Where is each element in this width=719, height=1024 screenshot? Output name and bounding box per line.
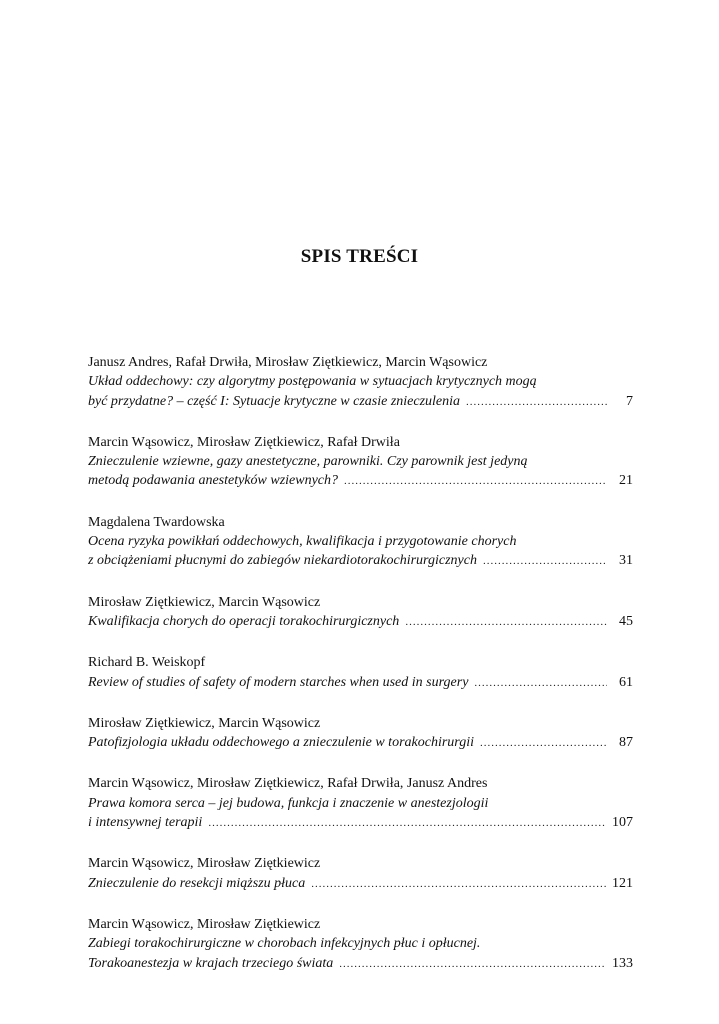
page-number: 133: [612, 955, 633, 971]
page-number: 87: [619, 735, 633, 751]
toc-entry[interactable]: [88, 593, 633, 633]
page-number: 7: [626, 393, 633, 409]
dot-leader: [474, 674, 607, 693]
dot-leader: [480, 734, 607, 753]
entry-last-line: [88, 612, 633, 632]
toc-entry[interactable]: [88, 714, 633, 754]
page-title: SPIS TREŚCI: [300, 246, 419, 267]
entry-authors: Magdalena Twardowska: [88, 514, 225, 530]
entry-authors: Marcin Wąsowicz, Mirosław Ziętkiewicz: [88, 916, 321, 932]
page-number: 45: [619, 613, 633, 629]
toc-entry[interactable]: [88, 353, 633, 412]
entry-title-line: Prawa komora serca – jej budowa, funkcja i znaczenie w anestezjologii: [88, 795, 489, 811]
entry-title-end: Torakoanestezja w krajach trzeciego świata: [88, 955, 334, 971]
entry-title-line: Układ oddechowy: czy algorytmy postępowania w sytuacjach krytycznych mogą: [88, 374, 537, 390]
entry-title-line: Znieczulenie wziewne, gazy anestetyczne, parowniki. Czy parownik jest jedyną: [88, 454, 528, 470]
page-number: 61: [619, 674, 633, 690]
entry-authors: Janusz Andres, Rafał Drwiła, Mirosław Ziętkiewicz, Marcin Wąsowicz: [88, 355, 488, 370]
entry-authors: Mirosław Ziętkiewicz, Marcin Wąsowicz: [88, 594, 321, 610]
entry-last-line: [88, 392, 633, 412]
page-number: 31: [619, 553, 633, 569]
dot-leader: [405, 613, 607, 632]
page-number: 21: [619, 473, 633, 489]
entry-last-line: [88, 733, 633, 753]
dot-leader: [483, 552, 607, 571]
entry-authors: Richard B. Weiskopf: [88, 655, 206, 671]
entry-title-end: Kwalifikacja chorych do operacji torakochirurgicznych: [88, 613, 400, 629]
entry-title-line: Zabiegi torakochirurgiczne w chorobach infekcyjnych płuc i opłucnej.: [88, 936, 481, 952]
entry-title-line: Ocena ryzyka powikłań oddechowych, kwalifikacja i przygotowanie chorych: [88, 534, 517, 550]
dot-leader: [339, 955, 606, 974]
entry-last-line: [88, 673, 633, 693]
entry-authors: Marcin Wąsowicz, Mirosław Ziętkiewicz: [88, 856, 321, 872]
page-number: 121: [612, 875, 633, 891]
dot-leader: [344, 472, 607, 491]
entry-last-line: [88, 551, 633, 571]
entry-title-end: z obciążeniami płucnymi do zabiegów niekardiotorakochirurgicznych: [88, 553, 477, 569]
entry-last-line: [88, 874, 633, 894]
entry-title-end: Znieczulenie do resekcji miąższu płuca: [88, 875, 306, 891]
toc-entry[interactable]: [88, 513, 633, 572]
entry-authors: Mirosław Ziętkiewicz, Marcin Wąsowicz: [88, 715, 321, 731]
toc-entry[interactable]: [88, 653, 633, 693]
toc-entry[interactable]: [88, 915, 633, 974]
entry-title-end: Review of studies of safety of modern starches when used in surgery: [88, 674, 469, 690]
dot-leader: [311, 875, 606, 894]
dot-leader: [466, 393, 607, 412]
entry-title-end: Patofizjologia układu oddechowego a znieczulenie w torakochirurgii: [88, 735, 474, 751]
entry-last-line: [88, 471, 633, 491]
dot-leader: [208, 814, 606, 833]
entry-authors: Marcin Wąsowicz, Mirosław Ziętkiewicz, Rafał Drwiła, Janusz Andres: [88, 776, 488, 792]
entry-title-end: być przydatne? – część I: Sytuacje krytyczne w czasie znieczulenia: [88, 393, 461, 409]
toc-entry[interactable]: [88, 854, 633, 894]
entry-title-end: i intensywnej terapii: [88, 815, 203, 831]
page-number: 107: [612, 815, 633, 831]
entry-authors: Marcin Wąsowicz, Mirosław Ziętkiewicz, Rafał Drwiła: [88, 434, 400, 450]
entry-last-line: [88, 954, 633, 974]
toc-entry[interactable]: [88, 433, 633, 492]
table-of-contents: [88, 353, 633, 995]
entry-title-end: metodą podawania anestetyków wziewnych?: [88, 473, 339, 489]
toc-entry[interactable]: [88, 774, 633, 833]
entry-last-line: [88, 813, 633, 833]
